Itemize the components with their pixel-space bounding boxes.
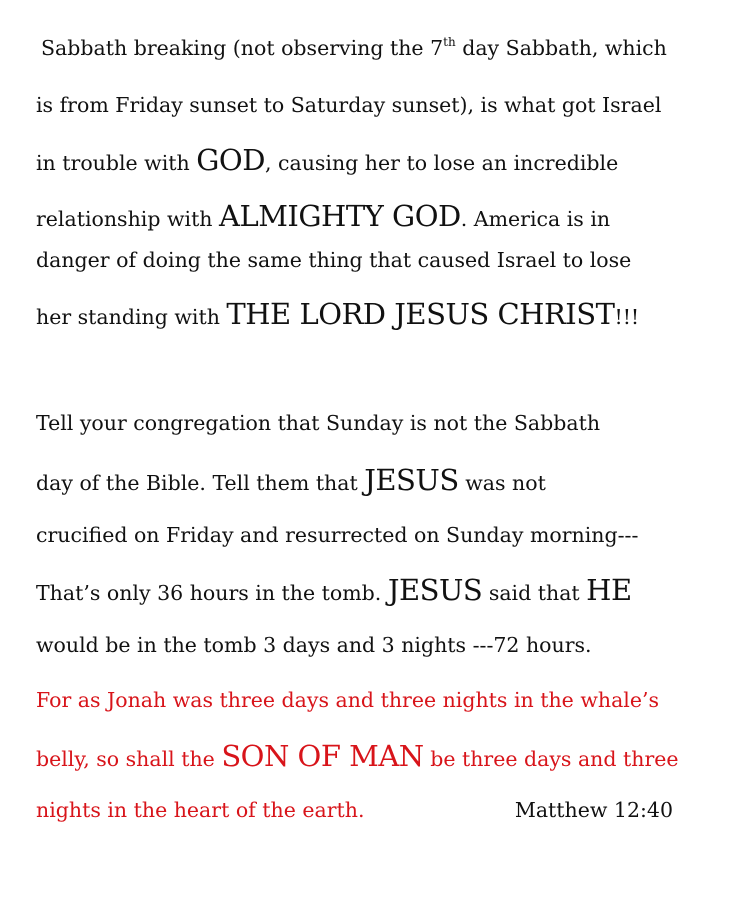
scripture-line2: [36, 739, 741, 773]
paragraph2-line2: [36, 463, 741, 497]
text-span: day of the Bible. Tell them that: [36, 471, 365, 495]
emphasis-the-lord-jesus-christ: THE LORD JESUS CHRIST: [226, 297, 615, 331]
scripture-line1: For as Jonah was three days and three nights in the whale’s: [36, 688, 660, 712]
paragraph2-line5: would be in the tomb 3 days and 3 nights ---72 hours.: [36, 633, 592, 657]
emphasis-god: GOD: [196, 143, 265, 177]
scripture-reference: Matthew 12:40: [514, 798, 673, 822]
paragraph2-line1: Tell your congregation that Sunday is not the Sabbath: [36, 411, 601, 435]
text-span: her standing with: [36, 305, 227, 329]
paragraph1-line6: [36, 297, 741, 331]
text-span: belly, so shall the: [36, 747, 222, 771]
text-span: day Sabbath, which: [455, 36, 667, 60]
scripture-line3: [36, 800, 741, 821]
paragraph1-line5: danger of doing the same thing that caused Israel to lose: [36, 248, 632, 272]
paragraph1-line2: is from Friday sunset to Saturday sunset), is what got Israel: [36, 93, 662, 117]
text-span: in trouble with: [36, 151, 197, 175]
emphasis-son-of-man: SON OF MAN: [221, 739, 424, 773]
emphasis-he: HE: [586, 573, 632, 607]
paragraph1-line3: [36, 143, 741, 177]
paragraph2-line3: crucified on Friday and resurrected on Sunday morning---: [36, 523, 639, 547]
text-span: !!!: [614, 305, 640, 329]
paragraph1-line1: [41, 35, 741, 60]
text-span: , causing her to lose an incredible: [264, 151, 619, 175]
paragraph1-line4: [36, 199, 741, 233]
emphasis-jesus: JESUS: [364, 463, 459, 497]
paragraph2-line4: [36, 573, 741, 607]
text-span: nights in the heart of the earth.: [36, 798, 365, 822]
text-span: relationship with: [36, 207, 220, 231]
text-span: . America is in: [460, 207, 611, 231]
emphasis-jesus: JESUS: [387, 573, 483, 607]
text-span: said that: [482, 581, 587, 605]
text-span: That’s only 36 hours in the tomb.: [36, 581, 388, 605]
ordinal-superscript: th: [443, 35, 456, 49]
text-span: be three days and three: [423, 747, 679, 771]
emphasis-almighty-god: ALMIGHTY GOD: [219, 199, 461, 233]
text-span: was not: [458, 471, 546, 495]
text-span: Sabbath breaking (not observing the 7: [41, 36, 444, 60]
